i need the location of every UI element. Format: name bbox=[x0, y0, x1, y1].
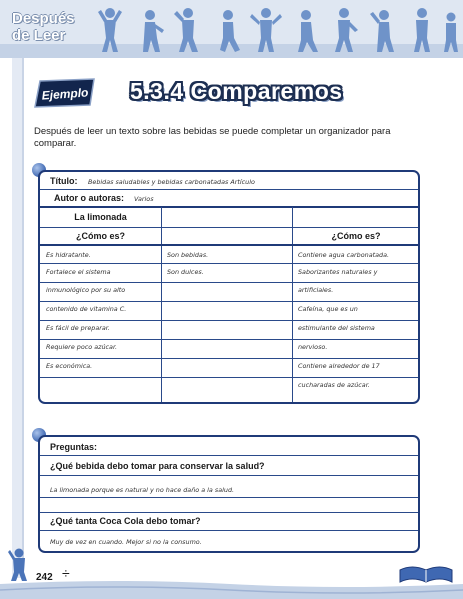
writing-line bbox=[40, 339, 418, 340]
child-silhouette-icon bbox=[8, 548, 30, 582]
autor-label: Autor o autoras: bbox=[54, 193, 125, 203]
footer-wave bbox=[0, 578, 463, 599]
ejemplo-badge-label: Ejemplo bbox=[41, 85, 89, 103]
col3-line: Saborizantes naturales y bbox=[298, 268, 378, 276]
autor-value: Varios bbox=[134, 195, 154, 203]
titulo-value: Bebidas saludables y bebidas carbonatadas Artículo bbox=[88, 178, 255, 186]
row-divider bbox=[40, 244, 418, 246]
writing-line bbox=[40, 301, 418, 302]
column-divider bbox=[161, 207, 162, 404]
header-title bbox=[12, 10, 92, 44]
comparison-organizer bbox=[38, 170, 420, 404]
col3-line: Contiene alrededor de 17 bbox=[298, 362, 380, 370]
questions-label: Preguntas: bbox=[50, 442, 98, 452]
writing-line bbox=[40, 358, 418, 359]
col1-line: Fortalece el sistema bbox=[46, 268, 111, 276]
col1-line: inmunológico por su alto bbox=[46, 286, 126, 294]
page-number: 242 bbox=[36, 572, 53, 583]
col3-line: estimulante del sistema bbox=[298, 324, 375, 332]
col1-line: Requiere poco azúcar. bbox=[46, 343, 118, 351]
col3-line: nervioso. bbox=[298, 343, 328, 351]
col1-line: Es económica. bbox=[46, 362, 93, 370]
answer-2: Muy de vez en cuando. Mejor si no la consumo. bbox=[50, 538, 202, 546]
header-title-line2: de Leer bbox=[12, 27, 66, 44]
writing-line bbox=[40, 282, 418, 283]
questions-panel bbox=[38, 435, 420, 553]
col3-header: ¿Cómo es? bbox=[331, 231, 381, 241]
section-title: 5.3.4 Comparemos bbox=[130, 78, 343, 104]
col3-line: cucharadas de azúcar. bbox=[298, 381, 370, 389]
writing-line bbox=[40, 320, 418, 321]
row-divider bbox=[40, 530, 418, 531]
row-divider bbox=[40, 227, 418, 228]
col3-line: artificiales. bbox=[298, 286, 334, 294]
open-book-icon bbox=[398, 562, 454, 586]
row-divider bbox=[40, 189, 418, 190]
row-divider bbox=[40, 512, 418, 513]
intro-text: Después de leer un texto sobre las bebidas se puede completar un organizador para comparar. bbox=[34, 126, 391, 149]
header-title-line1: Después bbox=[12, 10, 75, 27]
col1-line: contenido de vitamina C. bbox=[46, 305, 127, 313]
division-sign-icon: ÷ bbox=[62, 565, 70, 581]
question-1: ¿Qué bebida debo tomar para conservar la salud? bbox=[50, 461, 265, 471]
col3-line: Contiene agua carbonatada. bbox=[298, 251, 390, 259]
col1-header: ¿Cómo es? bbox=[75, 231, 125, 241]
col2-line: Son bebidas. bbox=[167, 251, 209, 259]
left-margin-rail bbox=[12, 58, 24, 578]
children-silhouettes-icon bbox=[92, 6, 462, 52]
writing-line bbox=[40, 263, 418, 264]
ejemplo-badge bbox=[32, 78, 98, 108]
row-divider bbox=[40, 455, 418, 456]
row-divider bbox=[40, 475, 418, 476]
col3-line: Cafeína, que es un bbox=[298, 305, 358, 313]
writing-line bbox=[40, 497, 418, 498]
col1-line: Es fácil de preparar. bbox=[46, 324, 110, 332]
row-divider bbox=[40, 206, 418, 208]
answer-1: La limonada porque es natural y no hace daño a la salud. bbox=[50, 486, 235, 494]
writing-line bbox=[40, 377, 418, 378]
col1-line: Es hidratante. bbox=[46, 251, 91, 259]
col2-line: Son dulces. bbox=[167, 268, 204, 276]
titulo-label: Título: bbox=[50, 176, 78, 186]
question-2: ¿Qué tanta Coca Cola debo tomar? bbox=[50, 516, 201, 526]
col1-title: La limonada bbox=[74, 212, 127, 222]
